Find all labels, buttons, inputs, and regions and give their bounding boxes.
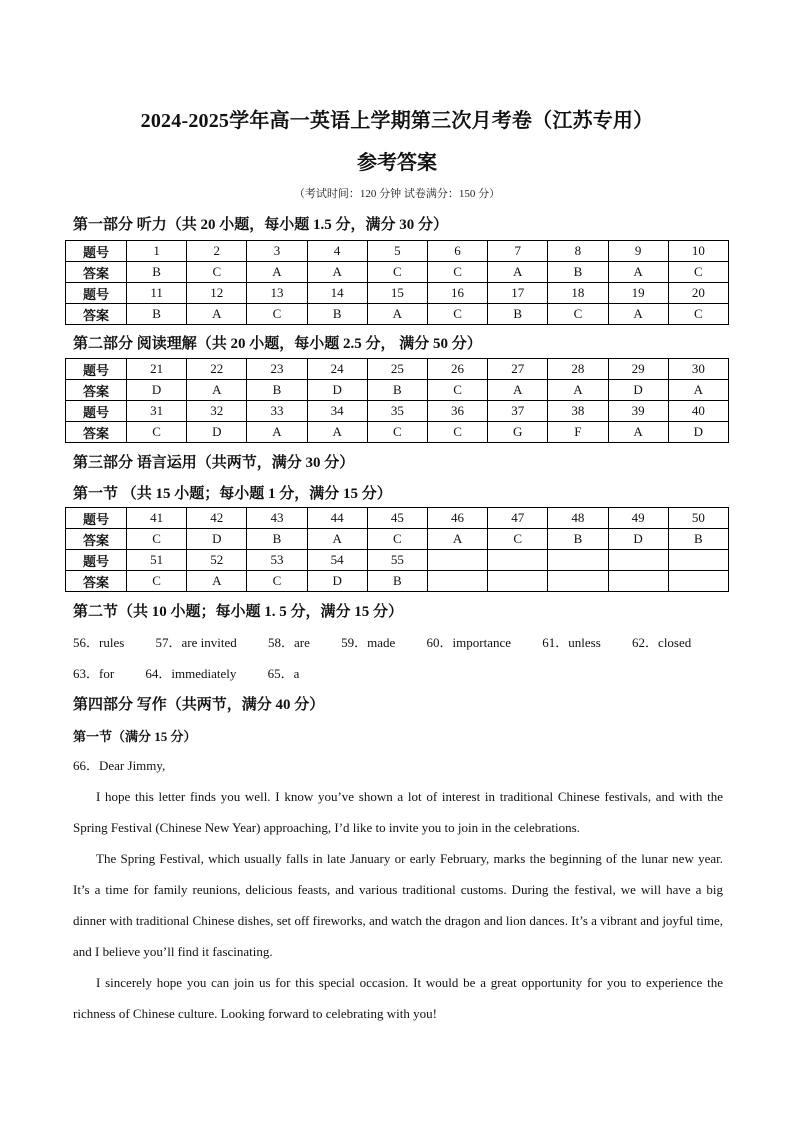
table-cell: 4 [307,241,367,262]
fill-answer: 56．rules [73,635,125,650]
table-cell [548,571,608,592]
table-cell: B [247,529,307,550]
table-cell: 5 [367,241,427,262]
table-cell: D [307,571,367,592]
table-cell: A [307,422,367,443]
table-cell: 29 [608,359,668,380]
table-row [66,529,729,550]
table-cell: C [247,571,307,592]
table-cell: B [548,262,608,283]
table-cell [668,571,728,592]
table-cell: 43 [247,508,307,529]
table-cell: 2 [187,241,247,262]
table-cell: C [488,529,548,550]
table-row [66,508,729,529]
table-cell: A [548,380,608,401]
table-cell: 37 [488,401,548,422]
table-cell: B [247,380,307,401]
table-cell: B [548,529,608,550]
table-cell: A [187,304,247,325]
table-cell: 28 [548,359,608,380]
table-cell: D [668,422,728,443]
row-label-q: 题号 [66,508,127,529]
table-cell: 19 [608,283,668,304]
table-cell [488,571,548,592]
table-cell: D [608,380,668,401]
table-cell: A [187,380,247,401]
table-cell: 34 [307,401,367,422]
table-cell: 20 [668,283,728,304]
page-title: 2024-2025学年高一英语上学期第三次月考卷（江苏专用） [140,110,654,132]
table-cell: 10 [668,241,728,262]
table-cell: 46 [427,508,487,529]
table-cell: C [247,304,307,325]
fill-answer: 64．immediately [145,666,237,681]
table-cell [427,550,487,571]
row-label-q: 题号 [66,241,127,262]
table-cell: C [548,304,608,325]
fill-answers-line-2 [73,663,327,682]
part2-answer-table [65,358,729,443]
table-cell: 41 [127,508,187,529]
table-cell: 18 [548,283,608,304]
part4-heading: 第四部分 写作（共两节，满分 40 分） [73,697,325,713]
table-cell: 16 [427,283,487,304]
table-cell: A [608,304,668,325]
table-cell: C [668,304,728,325]
table-cell: 30 [668,359,728,380]
exam-info: （考试时间：120 分钟 试卷满分：150 分） [293,188,501,200]
fill-answer: 57．are invited [155,635,237,650]
table-cell: 25 [367,359,427,380]
table-cell: B [367,380,427,401]
table-cell: 22 [187,359,247,380]
table-cell: A [247,262,307,283]
table-cell: 48 [548,508,608,529]
table-cell: G [488,422,548,443]
table-cell: 14 [307,283,367,304]
table-cell: 31 [127,401,187,422]
row-label-q: 题号 [66,283,127,304]
table-row [66,422,729,443]
table-cell: 13 [247,283,307,304]
table-cell: 47 [488,508,548,529]
table-cell: 38 [548,401,608,422]
table-cell [427,571,487,592]
table-cell: 45 [367,508,427,529]
part3-heading: 第三部分 语言运用（共两节，满分 30 分） [73,455,355,471]
row-label-a: 答案 [66,529,127,550]
table-cell: 39 [608,401,668,422]
row-label-q: 题号 [66,401,127,422]
table-cell: A [488,380,548,401]
table-cell: A [608,422,668,443]
part2-heading: 第二部分 阅读理解（共 20 小题，每小题 2.5 分， 满分 50 分） [73,336,482,352]
table-cell: A [608,262,668,283]
table-cell: 40 [668,401,728,422]
fill-answers-line-1 [73,632,719,651]
letter-paragraph: I hope this letter finds you well. I know you’ve shown a lot of interest in traditional Chinese festivals, and with the Spring Festival (Chinese New Year) approaching, I’d like to invite you to join in the celebrations. [73,789,723,835]
table-cell: C [127,529,187,550]
table-cell: 1 [127,241,187,262]
table-cell: C [427,380,487,401]
table-cell: A [307,529,367,550]
table-cell: D [127,380,187,401]
table-row [66,262,729,283]
fill-answer: 62．closed [632,635,692,650]
row-label-q: 题号 [66,359,127,380]
fill-answer: 58．are [268,635,310,650]
row-label-a: 答案 [66,262,127,283]
table-cell: C [127,571,187,592]
letter-paragraph: The Spring Festival, which usually falls in late January or early February, marks the beginning of the lunar new year. It’s a time for family reunions, delicious feasts, and various traditional customs. During the festival, we will have a big dinner with traditional Chinese dishes, set off fireworks, and watch the dragon and lion dances. It’s a vibrant and joyful time, and I believe you’ll find it fascinating. [73,851,723,959]
table-cell: A [307,262,367,283]
page-subtitle: 参考答案 [357,152,437,174]
table-cell: B [127,262,187,283]
part3-section2-heading: 第二节（共 10 小题；每小题 1. 5 分，满分 15 分） [73,604,404,620]
table-cell: C [668,262,728,283]
fill-answer: 59．made [341,635,396,650]
table-cell: D [608,529,668,550]
table-row [66,380,729,401]
table-cell: A [247,422,307,443]
row-label-a: 答案 [66,422,127,443]
table-cell: B [367,571,427,592]
letter-paragraph: I sincerely hope you can join us for this special occasion. It would be a great opportunity for you to experience the richness of Chinese culture. Looking forward to celebrating with you! [73,975,723,1021]
table-row [66,241,729,262]
table-cell: 35 [367,401,427,422]
table-cell: 21 [127,359,187,380]
table-cell: 27 [488,359,548,380]
table-cell: C [367,422,427,443]
part3-section1-heading: 第一节 （共 15 小题；每小题 1 分，满分 15 分） [73,486,392,502]
table-cell [488,550,548,571]
table-row [66,401,729,422]
table-cell: 42 [187,508,247,529]
table-cell: 7 [488,241,548,262]
table-cell: F [548,422,608,443]
table-cell: A [427,529,487,550]
table-cell: 8 [548,241,608,262]
table-cell: D [187,529,247,550]
table-cell: 26 [427,359,487,380]
table-cell: 3 [247,241,307,262]
table-cell: 44 [307,508,367,529]
table-cell: B [668,529,728,550]
table-cell: C [427,304,487,325]
table-cell: C [367,529,427,550]
table-cell: 11 [127,283,187,304]
table-cell: 51 [127,550,187,571]
fill-answer: 65．a [267,666,300,681]
row-label-q: 题号 [66,550,127,571]
fill-answer: 61．unless [542,635,601,650]
table-cell: 17 [488,283,548,304]
table-cell: C [427,422,487,443]
table-cell: 36 [427,401,487,422]
table-cell: 23 [247,359,307,380]
table-cell: 24 [307,359,367,380]
table-cell: 6 [427,241,487,262]
table-row [66,283,729,304]
table-cell: D [307,380,367,401]
table-cell: A [668,380,728,401]
table-cell: 55 [367,550,427,571]
table-cell: B [127,304,187,325]
table-cell: B [307,304,367,325]
table-row [66,571,729,592]
letter-salutation: 66．Dear Jimmy, [73,758,166,773]
table-cell: C [427,262,487,283]
part4-section1-heading: 第一节（满分 15 分） [73,729,197,744]
table-cell [608,550,668,571]
table-cell: 9 [608,241,668,262]
table-row [66,359,729,380]
model-essay [73,750,723,1029]
table-cell: C [367,262,427,283]
row-label-a: 答案 [66,380,127,401]
table-cell: A [187,571,247,592]
table-cell: 49 [608,508,668,529]
table-cell: 50 [668,508,728,529]
fill-answer: 63．for [73,666,115,681]
table-cell: C [187,262,247,283]
table-row [66,304,729,325]
table-cell: D [187,422,247,443]
table-cell: 53 [247,550,307,571]
table-cell: 54 [307,550,367,571]
table-cell [608,571,668,592]
table-cell: A [367,304,427,325]
table-cell: C [127,422,187,443]
table-cell [668,550,728,571]
table-cell: 15 [367,283,427,304]
table-cell: 33 [247,401,307,422]
table-cell: A [488,262,548,283]
row-label-a: 答案 [66,571,127,592]
table-cell: 32 [187,401,247,422]
part3-answer-table [65,507,729,592]
part1-answer-table [65,240,729,325]
table-cell: 52 [187,550,247,571]
table-cell: 12 [187,283,247,304]
table-row [66,550,729,571]
fill-answer: 60．importance [426,635,512,650]
table-cell [548,550,608,571]
table-cell: B [488,304,548,325]
part1-heading: 第一部分 听力（共 20 小题，每小题 1.5 分，满分 30 分） [73,217,449,233]
row-label-a: 答案 [66,304,127,325]
